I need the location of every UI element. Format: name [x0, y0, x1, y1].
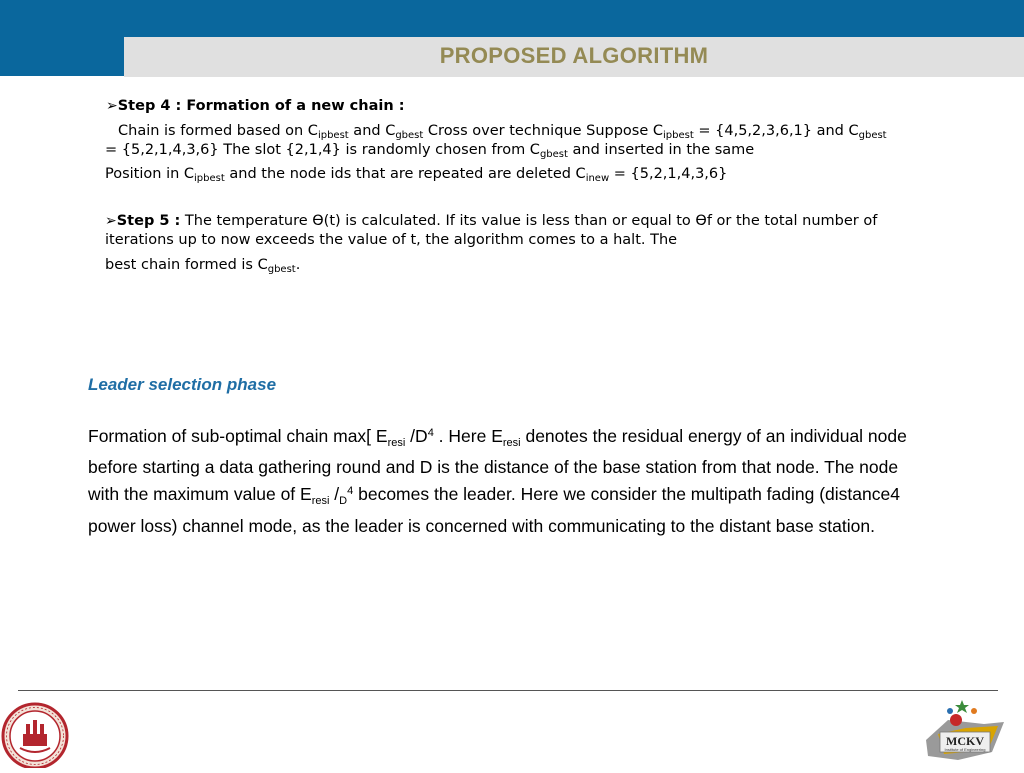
subscript: resi — [387, 437, 406, 449]
subscript: resi — [311, 495, 330, 508]
text: Cross over technique Suppose C — [423, 123, 664, 139]
text: Position in C — [105, 166, 195, 182]
text: and inserted in the same — [567, 142, 755, 158]
text: . Here E — [433, 426, 503, 446]
step4-line1 — [118, 123, 887, 141]
text: Formation of sub-optimal chain max[ E — [88, 426, 388, 446]
svg-text:Institute of Engineering: Institute of Engineering — [944, 747, 986, 752]
arrow-bullet-icon: ➢ — [105, 213, 117, 229]
text: Chain is formed based on C — [118, 123, 318, 139]
text: /D — [405, 426, 428, 446]
subscript: ipbest — [194, 173, 225, 184]
subscript: D — [339, 495, 348, 508]
subscript: inew — [585, 173, 610, 184]
text: / — [329, 484, 340, 505]
mckv-logo — [918, 700, 1008, 766]
step5-block — [105, 212, 945, 279]
text: denotes the residual energy of an individual node before starting a data gathering round and D is the distance of the base station from that node. The node with the maximum value of E — [88, 426, 907, 505]
text: . — [295, 257, 301, 273]
superscript: 4 — [347, 485, 354, 498]
text: = {5,2,1,4,3,6} — [609, 166, 728, 182]
text: = {4,5,2,3,6,1} and C — [693, 123, 859, 139]
subscript: gbest — [539, 149, 568, 160]
step5-final-line — [105, 256, 945, 279]
step4-line3 — [105, 166, 727, 184]
step4-heading-line — [106, 98, 405, 114]
subscript: resi — [502, 437, 521, 449]
title-box — [124, 37, 1024, 77]
section-heading: Leader selection phase — [88, 375, 277, 394]
step5-text: The temperature Ɵ(t) is calculated. If its value is less than or equal to Ɵf or the total number of iterations up to now exceeds the value of t, the algorithm comes to a halt. The — [105, 213, 878, 248]
step5-heading: Step 5 : — [116, 213, 181, 229]
subscript: ipbest — [663, 130, 694, 141]
step5-paragraph — [105, 212, 945, 250]
university-seal-logo — [0, 700, 70, 768]
text: = {5,2,1,4,3,6} The slot {2,1,4} is randomly chosen from C — [105, 142, 540, 158]
subscript: gbest — [267, 264, 296, 275]
svg-text:MCKV: MCKV — [946, 734, 984, 748]
footer-divider — [18, 690, 998, 691]
subscript: gbest — [395, 130, 424, 141]
text: and C — [348, 123, 396, 139]
leader-paragraph — [88, 421, 928, 538]
superscript: 4 — [427, 427, 434, 439]
subscript: ipbest — [317, 130, 349, 141]
arrow-bullet-icon: ➢ — [106, 98, 118, 114]
subscript: gbest — [858, 130, 887, 141]
text: best chain formed is C — [105, 257, 268, 273]
step4-line2 — [105, 142, 754, 160]
text: and the node ids that are repeated are deleted C — [224, 166, 586, 182]
step4-heading: Step 4 : Formation of a new chain : — [117, 98, 405, 114]
page-title: PROPOSED ALGORITHM — [439, 43, 709, 68]
text: becomes the leader. Here we consider the multipath fading (distance4 power loss) channel mode, as the leader is concerned with communicating to the distant base station. — [88, 484, 900, 536]
